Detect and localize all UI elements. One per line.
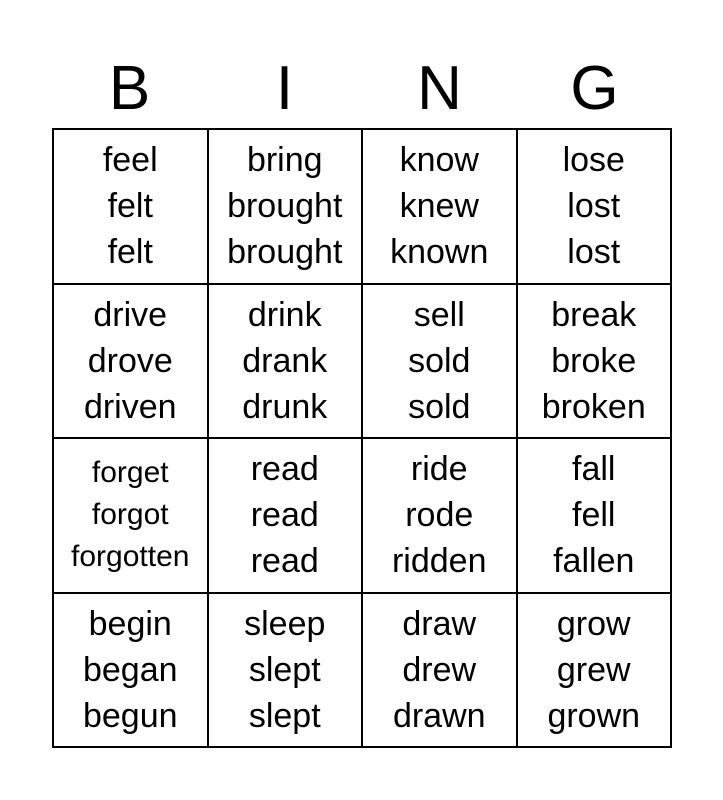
bingo-header [52,50,672,128]
cell-word: know [399,141,479,180]
cell-word: break [551,295,637,334]
cell-word: read [250,496,319,535]
cell-word: drove [87,341,173,380]
cell-word: forgotten [71,540,190,574]
cell-word: driven [83,387,177,426]
cell-word: bring [246,141,323,180]
cell-word: read [250,450,319,489]
cell-word: sell [413,295,465,334]
bingo-cell [209,130,364,285]
cell-word: fell [572,496,616,535]
bingo-cell [54,594,209,749]
cell-word: sleep [244,604,326,643]
cell-word: begin [88,604,172,643]
cell-word: sold [408,341,471,380]
cell-word: forget [91,456,169,490]
cell-word: broke [551,341,637,380]
cell-word: ridden [391,542,487,581]
bingo-cell [518,285,673,440]
header-letter-g: G [570,54,619,123]
cell-word: brought [227,187,343,226]
cell-word: known [390,233,489,272]
header-letter-b: B [108,54,151,123]
cell-word: grown [547,696,641,735]
cell-word: drawn [392,696,486,735]
bingo-cell [518,130,673,285]
cell-word: felt [107,187,153,226]
cell-word: brought [227,233,343,272]
bingo-cell [518,439,673,594]
cell-word: drink [247,295,322,334]
cell-word: lost [567,187,621,226]
cell-word: drank [242,341,328,380]
cell-word: draw [402,604,477,643]
cell-word: slept [248,696,321,735]
cell-word: drive [93,295,168,334]
cell-word: begun [82,696,178,735]
cell-word: fall [572,450,616,489]
cell-word: lost [567,233,621,272]
cell-word: knew [399,187,479,226]
bingo-cell [54,285,209,440]
cell-word: felt [107,233,153,272]
bingo-board [52,128,672,748]
cell-word: fallen [553,542,635,581]
cell-word: forgot [91,498,169,532]
cell-word: broken [541,387,646,426]
cell-word: began [82,650,178,689]
cell-word: sold [408,387,471,426]
bingo-cell [54,439,209,594]
cell-word: drew [402,650,477,689]
bingo-cell [209,439,364,594]
bingo-cell [363,594,518,749]
bingo-cell [363,439,518,594]
cell-word: read [250,542,319,581]
bingo-cell [518,594,673,749]
bingo-cell [209,285,364,440]
bingo-cell [363,130,518,285]
header-letter-i: I [275,54,294,123]
cell-word: grew [556,650,631,689]
cell-word: ride [410,450,468,489]
cell-word: slept [248,650,321,689]
cell-word: grow [556,604,631,643]
cell-word: drunk [242,387,328,426]
bingo-cell [54,130,209,285]
cell-word: rode [405,496,474,535]
bingo-cell [363,285,518,440]
cell-word: feel [102,141,158,180]
cell-word: lose [562,141,625,180]
bingo-cell [209,594,364,749]
header-letter-n: N [417,54,462,123]
